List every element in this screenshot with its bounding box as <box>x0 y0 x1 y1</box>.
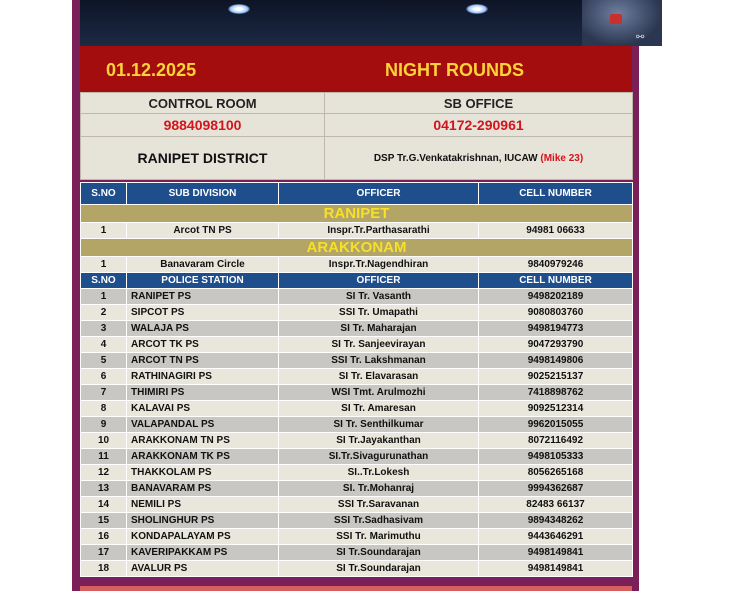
sb-office-phone: 04172-290961 <box>325 114 633 137</box>
rounds-table-body <box>81 183 633 577</box>
dsp-contact <box>325 137 633 180</box>
sub-division-name: Banavaram Circle <box>127 257 279 273</box>
row-sno: 5 <box>81 353 127 369</box>
subdivision-header-row <box>81 183 633 205</box>
column-header-sub-division: SUB DIVISION <box>127 183 279 205</box>
table-row <box>81 513 633 529</box>
row-sno: 3 <box>81 321 127 337</box>
police-station-name: NEMILI PS <box>127 497 279 513</box>
section-row <box>81 205 633 223</box>
cell-number: 9498202189 <box>479 289 633 305</box>
column-header-sno: S.NO <box>81 183 127 205</box>
table-row <box>81 449 633 465</box>
dsp-name: DSP Tr.G.Venkatakrishnan, IUCAW <box>373 152 538 164</box>
officer-name: SI Tr. Sanjeevirayan <box>279 337 479 353</box>
cell-number: 82483 66137 <box>479 497 633 513</box>
headlight-icon <box>466 4 488 14</box>
row-sno: 17 <box>81 545 127 561</box>
column-header-cell-number: CELL NUMBER <box>479 273 633 289</box>
table-row <box>81 545 633 561</box>
report-date: 01.12.2025 <box>106 60 197 80</box>
cell-number: 9025215137 <box>479 369 633 385</box>
officer-name: SSI Tr. Marimuthu <box>279 529 479 545</box>
row-sno: 13 <box>81 481 127 497</box>
row-sno: 12 <box>81 465 127 481</box>
subdivision-row <box>81 223 633 239</box>
police-officer-illustration <box>582 0 662 46</box>
officer-name: SSI Tr.Sadhasivam <box>279 513 479 529</box>
table-row <box>81 369 633 385</box>
section-title: RANIPET <box>81 205 633 223</box>
bottom-strip <box>80 586 632 591</box>
section-row <box>81 239 633 257</box>
dsp-callsign: (Mike 23) <box>540 152 584 164</box>
table-row <box>81 401 633 417</box>
headlight-icon <box>228 4 250 14</box>
row-sno: 1 <box>81 289 127 305</box>
row-sno: 2 <box>81 305 127 321</box>
table-row <box>81 321 633 337</box>
table-row <box>81 305 633 321</box>
sub-division-name: Arcot TN PS <box>127 223 279 239</box>
row-sno: 9 <box>81 417 127 433</box>
subdivision-row <box>81 257 633 273</box>
police-station-name: ARAKKONAM TN PS <box>127 433 279 449</box>
officer-name: WSI Tmt. Arulmozhi <box>279 385 479 401</box>
table-row <box>81 337 633 353</box>
row-sno: 4 <box>81 337 127 353</box>
officer-name: SSI Tr. Lakshmanan <box>279 353 479 369</box>
control-room-label: CONTROL ROOM <box>81 93 325 114</box>
table-row <box>81 465 633 481</box>
officer-name: SI..Tr.Lokesh <box>279 465 479 481</box>
officer-name: SI Tr.Jayakanthan <box>279 433 479 449</box>
cell-number: 9498194773 <box>479 321 633 337</box>
police-station-name: ARCOT TK PS <box>127 337 279 353</box>
police-station-name: KONDAPALAYAM PS <box>127 529 279 545</box>
officer-name: SI Tr. Elavarasan <box>279 369 479 385</box>
table-row <box>81 433 633 449</box>
officer-name: SSI Tr. Umapathi <box>279 305 479 321</box>
cell-number: 9498149806 <box>479 353 633 369</box>
cell-number: 94981 06633 <box>479 223 633 239</box>
officer-name: SI Tr. Senthilkumar <box>279 417 479 433</box>
table-row <box>81 353 633 369</box>
cell-number: 9047293790 <box>479 337 633 353</box>
police-vehicle-banner <box>80 0 645 46</box>
police-station-name: ARAKKONAM TK PS <box>127 449 279 465</box>
control-room-phone: 9884098100 <box>81 114 325 137</box>
section-title: ARAKKONAM <box>81 239 633 257</box>
column-header-cell-number: CELL NUMBER <box>479 183 633 205</box>
row-sno: 15 <box>81 513 127 529</box>
officer-name: Inspr.Tr.Parthasarathi <box>279 223 479 239</box>
row-sno: 10 <box>81 433 127 449</box>
page-title: NIGHT ROUNDS <box>385 60 524 80</box>
officer-name: SI.Tr.Sivagurunathan <box>279 449 479 465</box>
police-station-name: WALAJA PS <box>127 321 279 337</box>
officer-name: SI Tr.Soundarajan <box>279 561 479 577</box>
handcuffs-icon: ⚯ <box>636 32 645 43</box>
row-sno: 14 <box>81 497 127 513</box>
cell-number: 9962015055 <box>479 417 633 433</box>
cell-number: 9443646291 <box>479 529 633 545</box>
cell-number: 9498149841 <box>479 561 633 577</box>
table-row <box>81 561 633 577</box>
title-bar <box>80 46 632 92</box>
column-header-officer: OFFICER <box>279 183 479 205</box>
row-sno: 16 <box>81 529 127 545</box>
police-station-name: SHOLINGHUR PS <box>127 513 279 529</box>
police-station-name: SIPCOT PS <box>127 305 279 321</box>
table-row <box>81 481 633 497</box>
police-station-name: THIMIRI PS <box>127 385 279 401</box>
row-sno: 8 <box>81 401 127 417</box>
row-sno: 11 <box>81 449 127 465</box>
police-station-name: AVALUR PS <box>127 561 279 577</box>
officer-name: Inspr.Tr.Nagendhiran <box>279 257 479 273</box>
row-sno: 6 <box>81 369 127 385</box>
officer-name: SI. Tr.Mohanraj <box>279 481 479 497</box>
contact-info-table <box>80 92 633 180</box>
rounds-table <box>80 182 633 577</box>
row-sno: 1 <box>81 257 127 273</box>
row-sno: 7 <box>81 385 127 401</box>
cell-number: 9498105333 <box>479 449 633 465</box>
officer-name: SI Tr. Vasanth <box>279 289 479 305</box>
district-name: RANIPET DISTRICT <box>81 137 325 180</box>
cell-number: 9080803760 <box>479 305 633 321</box>
police-station-name: ARCOT TN PS <box>127 353 279 369</box>
cell-number: 9092512314 <box>479 401 633 417</box>
sb-office-label: SB OFFICE <box>325 93 633 114</box>
row-sno: 1 <box>81 223 127 239</box>
officer-name: SI Tr. Amaresan <box>279 401 479 417</box>
officer-name: SI Tr. Maharajan <box>279 321 479 337</box>
police-station-name: VALAPANDAL PS <box>127 417 279 433</box>
police-station-name: KAVERIPAKKAM PS <box>127 545 279 561</box>
police-station-name: BANAVARAM PS <box>127 481 279 497</box>
police-badge-icon <box>610 14 622 24</box>
cell-number: 9994362687 <box>479 481 633 497</box>
table-row <box>81 497 633 513</box>
cell-number: 9840979246 <box>479 257 633 273</box>
table-row <box>81 417 633 433</box>
cell-number: 8056265168 <box>479 465 633 481</box>
table-row <box>81 289 633 305</box>
column-header-sno: S.NO <box>81 273 127 289</box>
police-station-name: RANIPET PS <box>127 289 279 305</box>
officer-name: SI Tr.Soundarajan <box>279 545 479 561</box>
column-header-officer: OFFICER <box>279 273 479 289</box>
police-station-name: RATHINAGIRI PS <box>127 369 279 385</box>
row-sno: 18 <box>81 561 127 577</box>
station-header-row <box>81 273 633 289</box>
table-row <box>81 385 633 401</box>
column-header-police-station: POLICE STATION <box>127 273 279 289</box>
cell-number: 8072116492 <box>479 433 633 449</box>
officer-name: SSI Tr.Saravanan <box>279 497 479 513</box>
police-station-name: THAKKOLAM PS <box>127 465 279 481</box>
table-row <box>81 529 633 545</box>
cell-number: 9894348262 <box>479 513 633 529</box>
cell-number: 9498149841 <box>479 545 633 561</box>
cell-number: 7418898762 <box>479 385 633 401</box>
police-station-name: KALAVAI PS <box>127 401 279 417</box>
